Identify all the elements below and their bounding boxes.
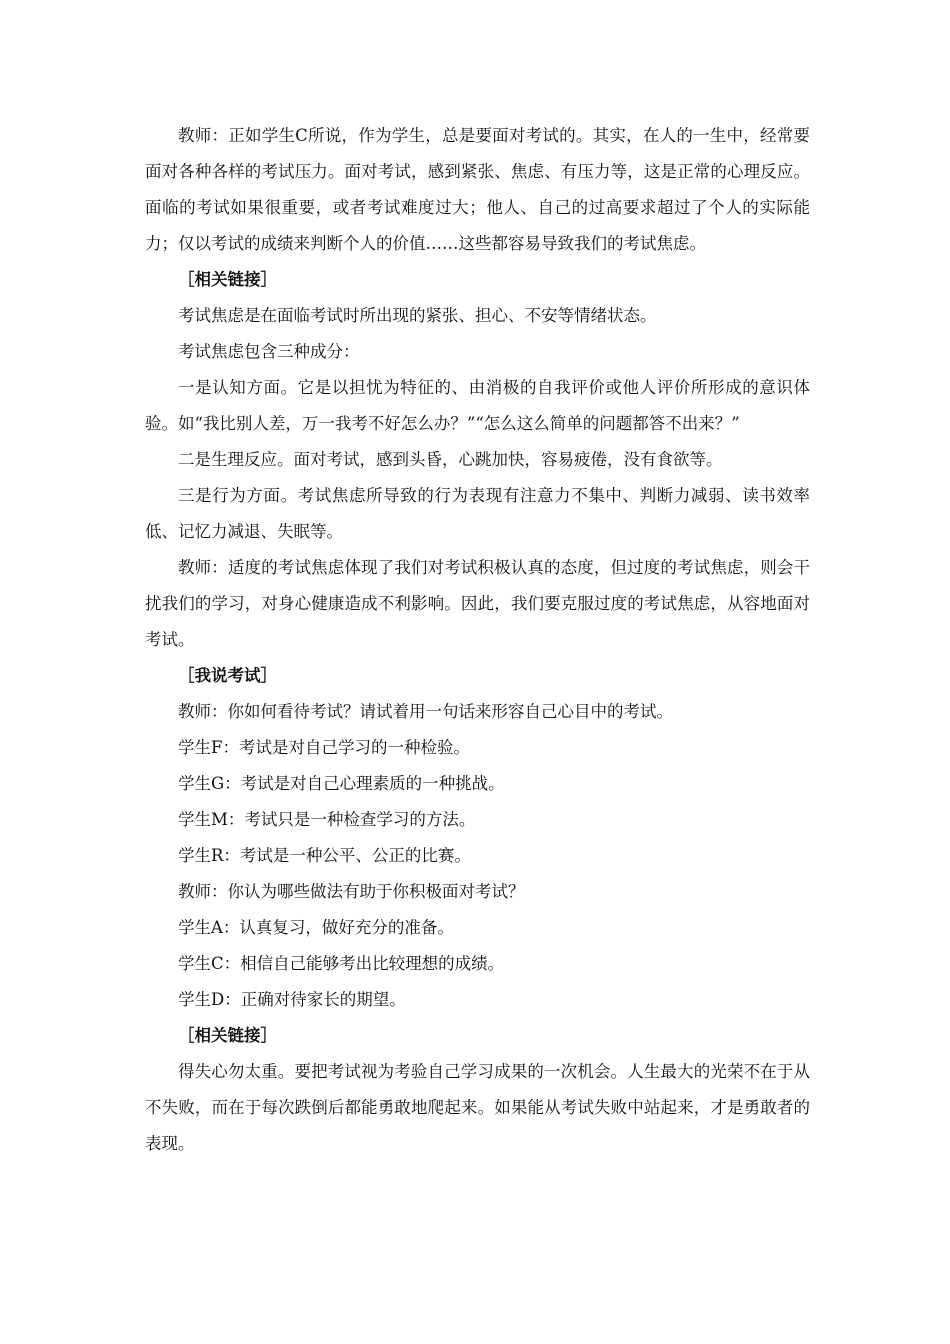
paragraph-student-g: 学生G：考试是对自己心理素质的一种挑战。 <box>178 774 505 793</box>
paragraph-anxiety-definition: 考试焦虑是在面临考试时所出现的紧张、担心、不安等情绪状态。 <box>178 306 657 325</box>
paragraph-cognitive: 一是认知方面。它是以担忧为特征的、由消极的自我评价或他人评价所形成的意识体验。如“我比别人差，万一我考不好怎么办？”“怎么这么简单的问题都答不出来？” <box>145 378 810 433</box>
paragraph-teacher-intro: 教师：正如学生C所说，作为学生，总是要面对考试的。其实，在人的一生中，经常要面对各种各样的考试压力。面对考试，感到紧张、焦虑、有压力等，这是正常的心理反应。面临的考试如果很重要，或者考试难度过大；他人、自己的过高要求超过了个人的实际能力；仅以考试的成绩来判断个人的价值……这些都容易导致我们的考试焦虑。 <box>145 126 810 253</box>
paragraph-three-components: 考试焦虑包含三种成分： <box>178 342 360 361</box>
paragraph-teacher-question-1: 教师：你如何看待考试？请试着用一句话来形容自己心目中的考试。 <box>178 702 673 721</box>
paragraph-physiological: 二是生理反应。面对考试，感到头昏，心跳加快，容易疲倦，没有食欲等。 <box>178 450 723 469</box>
paragraph-student-f: 学生F：考试是对自己学习的一种检验。 <box>178 738 470 757</box>
document-body <box>145 118 810 1162</box>
paragraph-behavioral: 三是行为方面。考试焦虑所导致的行为表现有注意力不集中、判断力减弱、读书效率低、记忆力减退、失眠等。 <box>145 486 810 541</box>
paragraph-student-m: 学生M：考试只是一种检查学习的方法。 <box>178 810 476 829</box>
paragraph-student-r: 学生R：考试是一种公平、公正的比赛。 <box>178 846 471 865</box>
section-heading-my-view-on-exams: ［我说考试］ <box>178 666 277 685</box>
paragraph-student-a: 学生A：认真复习，做好充分的准备。 <box>178 918 454 937</box>
paragraph-gain-loss: 得失心勿太重。要把考试视为考验自己学习成果的一次机会。人生最大的光荣不在于从不失败，而在于每次跌倒后都能勇敢地爬起来。如果能从考试失败中站起来，才是勇敢者的表现。 <box>145 1062 810 1153</box>
section-heading-related-link: ［相关链接］ <box>178 270 277 289</box>
paragraph-teacher-moderate-anxiety: 教师：适度的考试焦虑体现了我们对考试积极认真的态度，但过度的考试焦虑，则会干扰我们的学习，对身心健康造成不利影响。因此，我们要克服过度的考试焦虑，从容地面对考试。 <box>145 558 810 649</box>
paragraph-student-d: 学生D：正确对待家长的期望。 <box>178 990 406 1009</box>
paragraph-teacher-question-2: 教师：你认为哪些做法有助于你积极面对考试？ <box>178 882 525 901</box>
section-heading-related-link-2: ［相关链接］ <box>178 1026 277 1045</box>
paragraph-student-c: 学生C：相信自己能够考出比较理想的成绩。 <box>178 954 505 973</box>
